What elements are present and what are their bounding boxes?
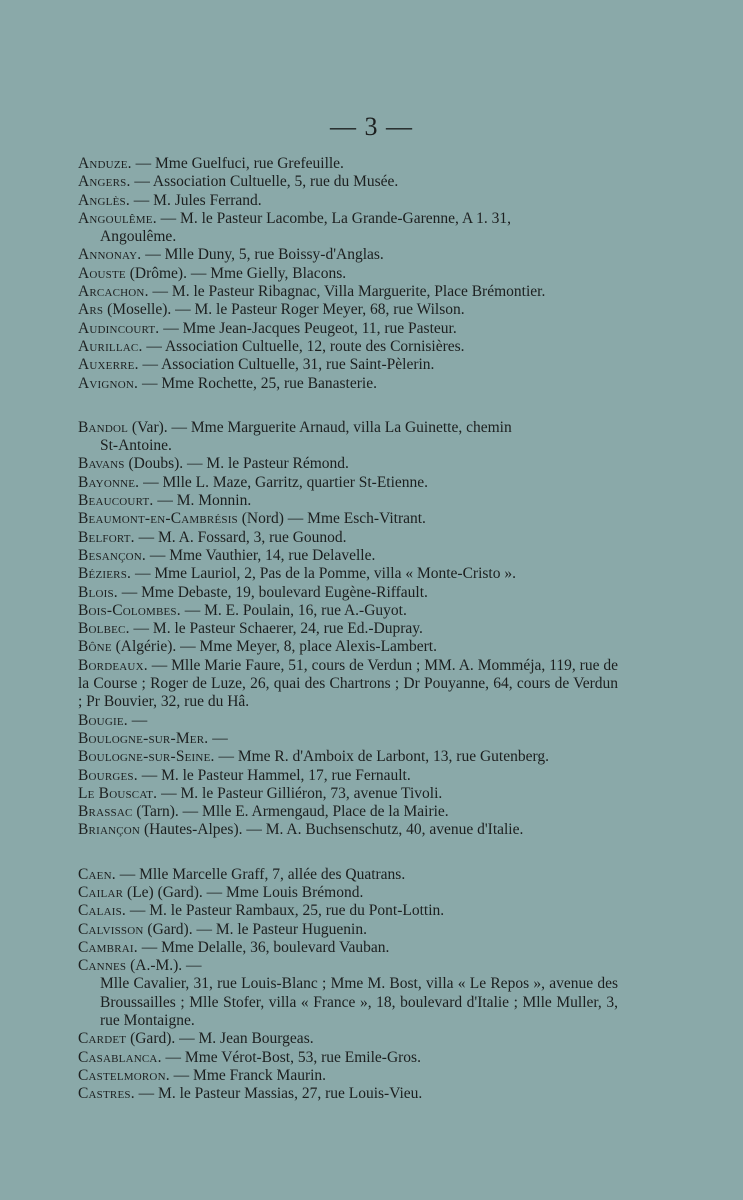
directory-entry (78, 1067, 618, 1085)
directory-entry (78, 356, 618, 374)
city-name: Béziers. (78, 565, 132, 583)
city-name: Bayonne. (78, 473, 140, 491)
city-name: Bourges. (78, 766, 138, 784)
directory-section (78, 155, 618, 393)
entry-text: (Gard). — M. Jean Bourgeas. (126, 1030, 314, 1048)
entry-text: — M. le Pasteur Rambaux, 25, rue du Pont-Lottin. (126, 902, 445, 920)
city-name: Anglès. (78, 191, 130, 209)
city-name: Beaucourt. (78, 492, 154, 510)
entry-text: — Mlle L. Maze, Garritz, quartier St-Etienne. (139, 473, 429, 491)
directory-entry (78, 338, 618, 356)
directory-entry (78, 492, 618, 510)
entry-text: — M. A. Fossard, 3, rue Gounod. (134, 528, 347, 546)
entry-text: — Association Cultuelle, 31, rue Saint-Pèlerin. (138, 356, 435, 374)
city-name: Angers. (78, 173, 131, 191)
directory-entry (78, 547, 618, 565)
city-name: Belfort. (78, 528, 135, 546)
directory-entry (78, 419, 618, 456)
city-name: Bois-Colombes. (78, 601, 181, 619)
entry-text: — M. E. Poulain, 16, rue A.-Guyot. (180, 601, 407, 619)
city-name: Bordeaux. (78, 656, 148, 674)
directory-entry (78, 584, 618, 602)
directory-entry (78, 748, 618, 766)
entry-text: — M. Monnin. (153, 492, 252, 510)
directory-entry (78, 921, 618, 939)
entry-text: — Association Cultuelle, 12, route des Cornisières. (142, 337, 465, 355)
city-name: Blois. (78, 583, 118, 601)
entry-text: — Association Cultuelle, 5, rue du Musée. (130, 173, 399, 191)
city-name: Calvisson (78, 920, 144, 938)
directory-entry (78, 320, 618, 338)
directory-entry (78, 155, 618, 173)
directory-entry (78, 529, 618, 547)
directory-entry (78, 265, 618, 283)
city-name: Castres. (78, 1085, 135, 1103)
entry-text: (Moselle). — M. le Pasteur Roger Meyer, 68, rue Wilson. (103, 301, 465, 319)
entry-text: — (208, 729, 228, 747)
entry-text: — Mlle Marcelle Graff, 7, allée des Quatrans. (115, 865, 406, 883)
entry-text: (Drôme). — Mme Gielly, Blacons. (125, 264, 347, 282)
city-name: Caen. (78, 865, 116, 883)
entry-text: — M. le Pasteur Ribagnac, Villa Marguerite, Place Brémontier. (148, 283, 546, 301)
entry-text: — Mme Debaste, 19, boulevard Eugène-Riffault. (117, 583, 428, 601)
entry-text: — Mme R. d'Amboix de Larbont, 13, rue Gutenberg. (214, 748, 549, 766)
city-name: Cambrai. (78, 938, 138, 956)
entry-text: — Mme Jean-Jacques Peugeot, 11, rue Pasteur. (159, 319, 457, 337)
directory-entry (78, 785, 618, 803)
entry-text: — M. le Pasteur Schaerer, 24, rue Ed.-Dupray. (129, 620, 423, 638)
entry-text: (Var). — Mme Marguerite Arnaud, villa La Guinette, chemin (128, 418, 512, 436)
directory-entry (78, 657, 618, 712)
entry-text: — (127, 711, 148, 729)
entry-text: — Mme Franck Maurin. (169, 1066, 327, 1084)
directory-entry (78, 301, 618, 319)
city-name: Cannes (78, 957, 127, 975)
directory-entry (78, 375, 618, 393)
directory-entry (78, 1030, 618, 1048)
directory-entry (78, 638, 618, 656)
directory-entry (78, 1085, 618, 1103)
entry-continuation: St-Antoine. (100, 437, 172, 455)
entry-text: (Tarn). — Mlle E. Armengaud, Place de la Mairie. (132, 803, 449, 821)
directory-entry (78, 510, 618, 528)
entry-text: — M. le Pasteur Massias, 27, rue Louis-Vieu. (134, 1085, 423, 1103)
entry-text: — Mme Lauriol, 2, Pas de la Pomme, villa « Monte-Cristo ». (131, 565, 516, 583)
directory-entry (78, 712, 618, 730)
city-name: Auxerre. (78, 356, 139, 374)
city-name: Beaumont-en-Cambrésis (78, 510, 238, 528)
directory-entry (78, 884, 618, 902)
directory-entry (78, 455, 618, 473)
entry-text: — M. le Pasteur Lacombe, La Grande-Garenne, A 1. 31, (156, 209, 512, 227)
entry-text: (Algérie). — Mme Meyer, 8, place Alexis-Lambert. (111, 638, 437, 656)
entry-text: — Mlle Marie Faure, 51, cours de Verdun ; MM. A. Momméja, 119, rue de la Course ; Roger de Luze, 26, quai des Chartrons ; Dr Pouyanne, 64, cours de Verdun ; Pr Bouvier, 32, rue du Hâ. (78, 656, 618, 711)
entry-text: — Mme Delalle, 36, boulevard Vauban. (137, 938, 390, 956)
entry-text: — M. le Pasteur Gilliéron, 73, avenue Tivoli. (157, 784, 443, 802)
city-name: Besançon. (78, 546, 146, 564)
city-name: Cailar (78, 883, 124, 901)
entry-text: — Mme Vérot-Bost, 53, rue Emile-Gros. (161, 1048, 421, 1066)
city-name: Bône (78, 638, 112, 656)
city-name: Le Bouscat. (78, 784, 158, 802)
directory-entry (78, 620, 618, 638)
city-name: Ars (78, 301, 104, 319)
entry-text: (Gard). — M. le Pasteur Huguenin. (143, 920, 367, 938)
entry-text: — Mme Vauthier, 14, rue Delavelle. (145, 546, 376, 564)
directory-entry (78, 192, 618, 210)
entry-text: — M. le Pasteur Hammel, 17, rue Fernault. (137, 766, 411, 784)
directory-entry (78, 210, 618, 247)
city-name: Angoulême. (78, 209, 157, 227)
directory-list (78, 155, 618, 1130)
city-name: Boulogne-sur-Mer. (78, 729, 209, 747)
city-name: Anduze. (78, 155, 132, 172)
city-name: Briançon (78, 821, 141, 839)
entry-text: (A.-M.). — (126, 957, 202, 975)
directory-section (78, 419, 618, 840)
directory-entry (78, 173, 618, 191)
city-name: Annonay. (78, 246, 142, 264)
city-name: Arcachon. (78, 283, 149, 301)
directory-entry (78, 902, 618, 920)
city-name: Aouste (78, 264, 126, 282)
directory-entry (78, 767, 618, 785)
city-name: Cardet (78, 1030, 127, 1048)
entry-continuation: Mlle Cavalier, 31, rue Louis-Blanc ; Mme M. Bost, villa « Le Repos », avenue des Broussailles ; Mlle Stofer, villa « France », 18, boulevard d'Italie ; Mlle Muller, 3, rue Montaigne. (100, 975, 618, 1030)
city-name: Boulogne-sur-Seine. (78, 748, 215, 766)
city-name: Castelmoron. (78, 1066, 170, 1084)
city-name: Casablanca. (78, 1048, 162, 1066)
city-name: Avignon. (78, 374, 139, 392)
directory-entry (78, 283, 618, 301)
city-name: Bavans (78, 455, 125, 473)
entry-text: — Mme Guelfuci, rue Grefeuille. (131, 155, 344, 172)
city-name: Audincourt. (78, 319, 160, 337)
entry-text: — Mme Rochette, 25, rue Banasterie. (138, 374, 377, 392)
entry-text: — Mlle Duny, 5, rue Boissy-d'Anglas. (141, 246, 384, 264)
city-name: Aurillac. (78, 337, 143, 355)
directory-entry (78, 730, 618, 748)
city-name: Bandol (78, 418, 129, 436)
city-name: Bolbec. (78, 620, 130, 638)
city-name: Brassac (78, 803, 133, 821)
directory-entry (78, 866, 618, 884)
directory-entry (78, 246, 618, 264)
directory-entry (78, 565, 618, 583)
directory-entry (78, 821, 618, 839)
entry-text: (Hautes-Alpes). — M. A. Buchsenschutz, 40, avenue d'Italie. (140, 821, 524, 839)
city-name: Bougie. (78, 711, 128, 729)
entry-text: (Le) (Gard). — Mme Louis Brémond. (123, 883, 364, 901)
entry-continuation: Angoulême. (100, 228, 177, 246)
entry-text: (Doubs). — M. le Pasteur Rémond. (124, 455, 349, 473)
directory-entry (78, 1049, 618, 1067)
entry-text: (Nord) — Mme Esch-Vitrant. (237, 510, 426, 528)
directory-entry (78, 602, 618, 620)
directory-entry (78, 803, 618, 821)
entry-text: — M. Jules Ferrand. (129, 191, 262, 209)
city-name: Calais. (78, 902, 127, 920)
directory-entry (78, 939, 618, 957)
directory-entry (78, 474, 618, 492)
directory-section (78, 866, 618, 1104)
page-number: — 3 — (330, 112, 413, 141)
directory-entry (78, 957, 618, 1030)
